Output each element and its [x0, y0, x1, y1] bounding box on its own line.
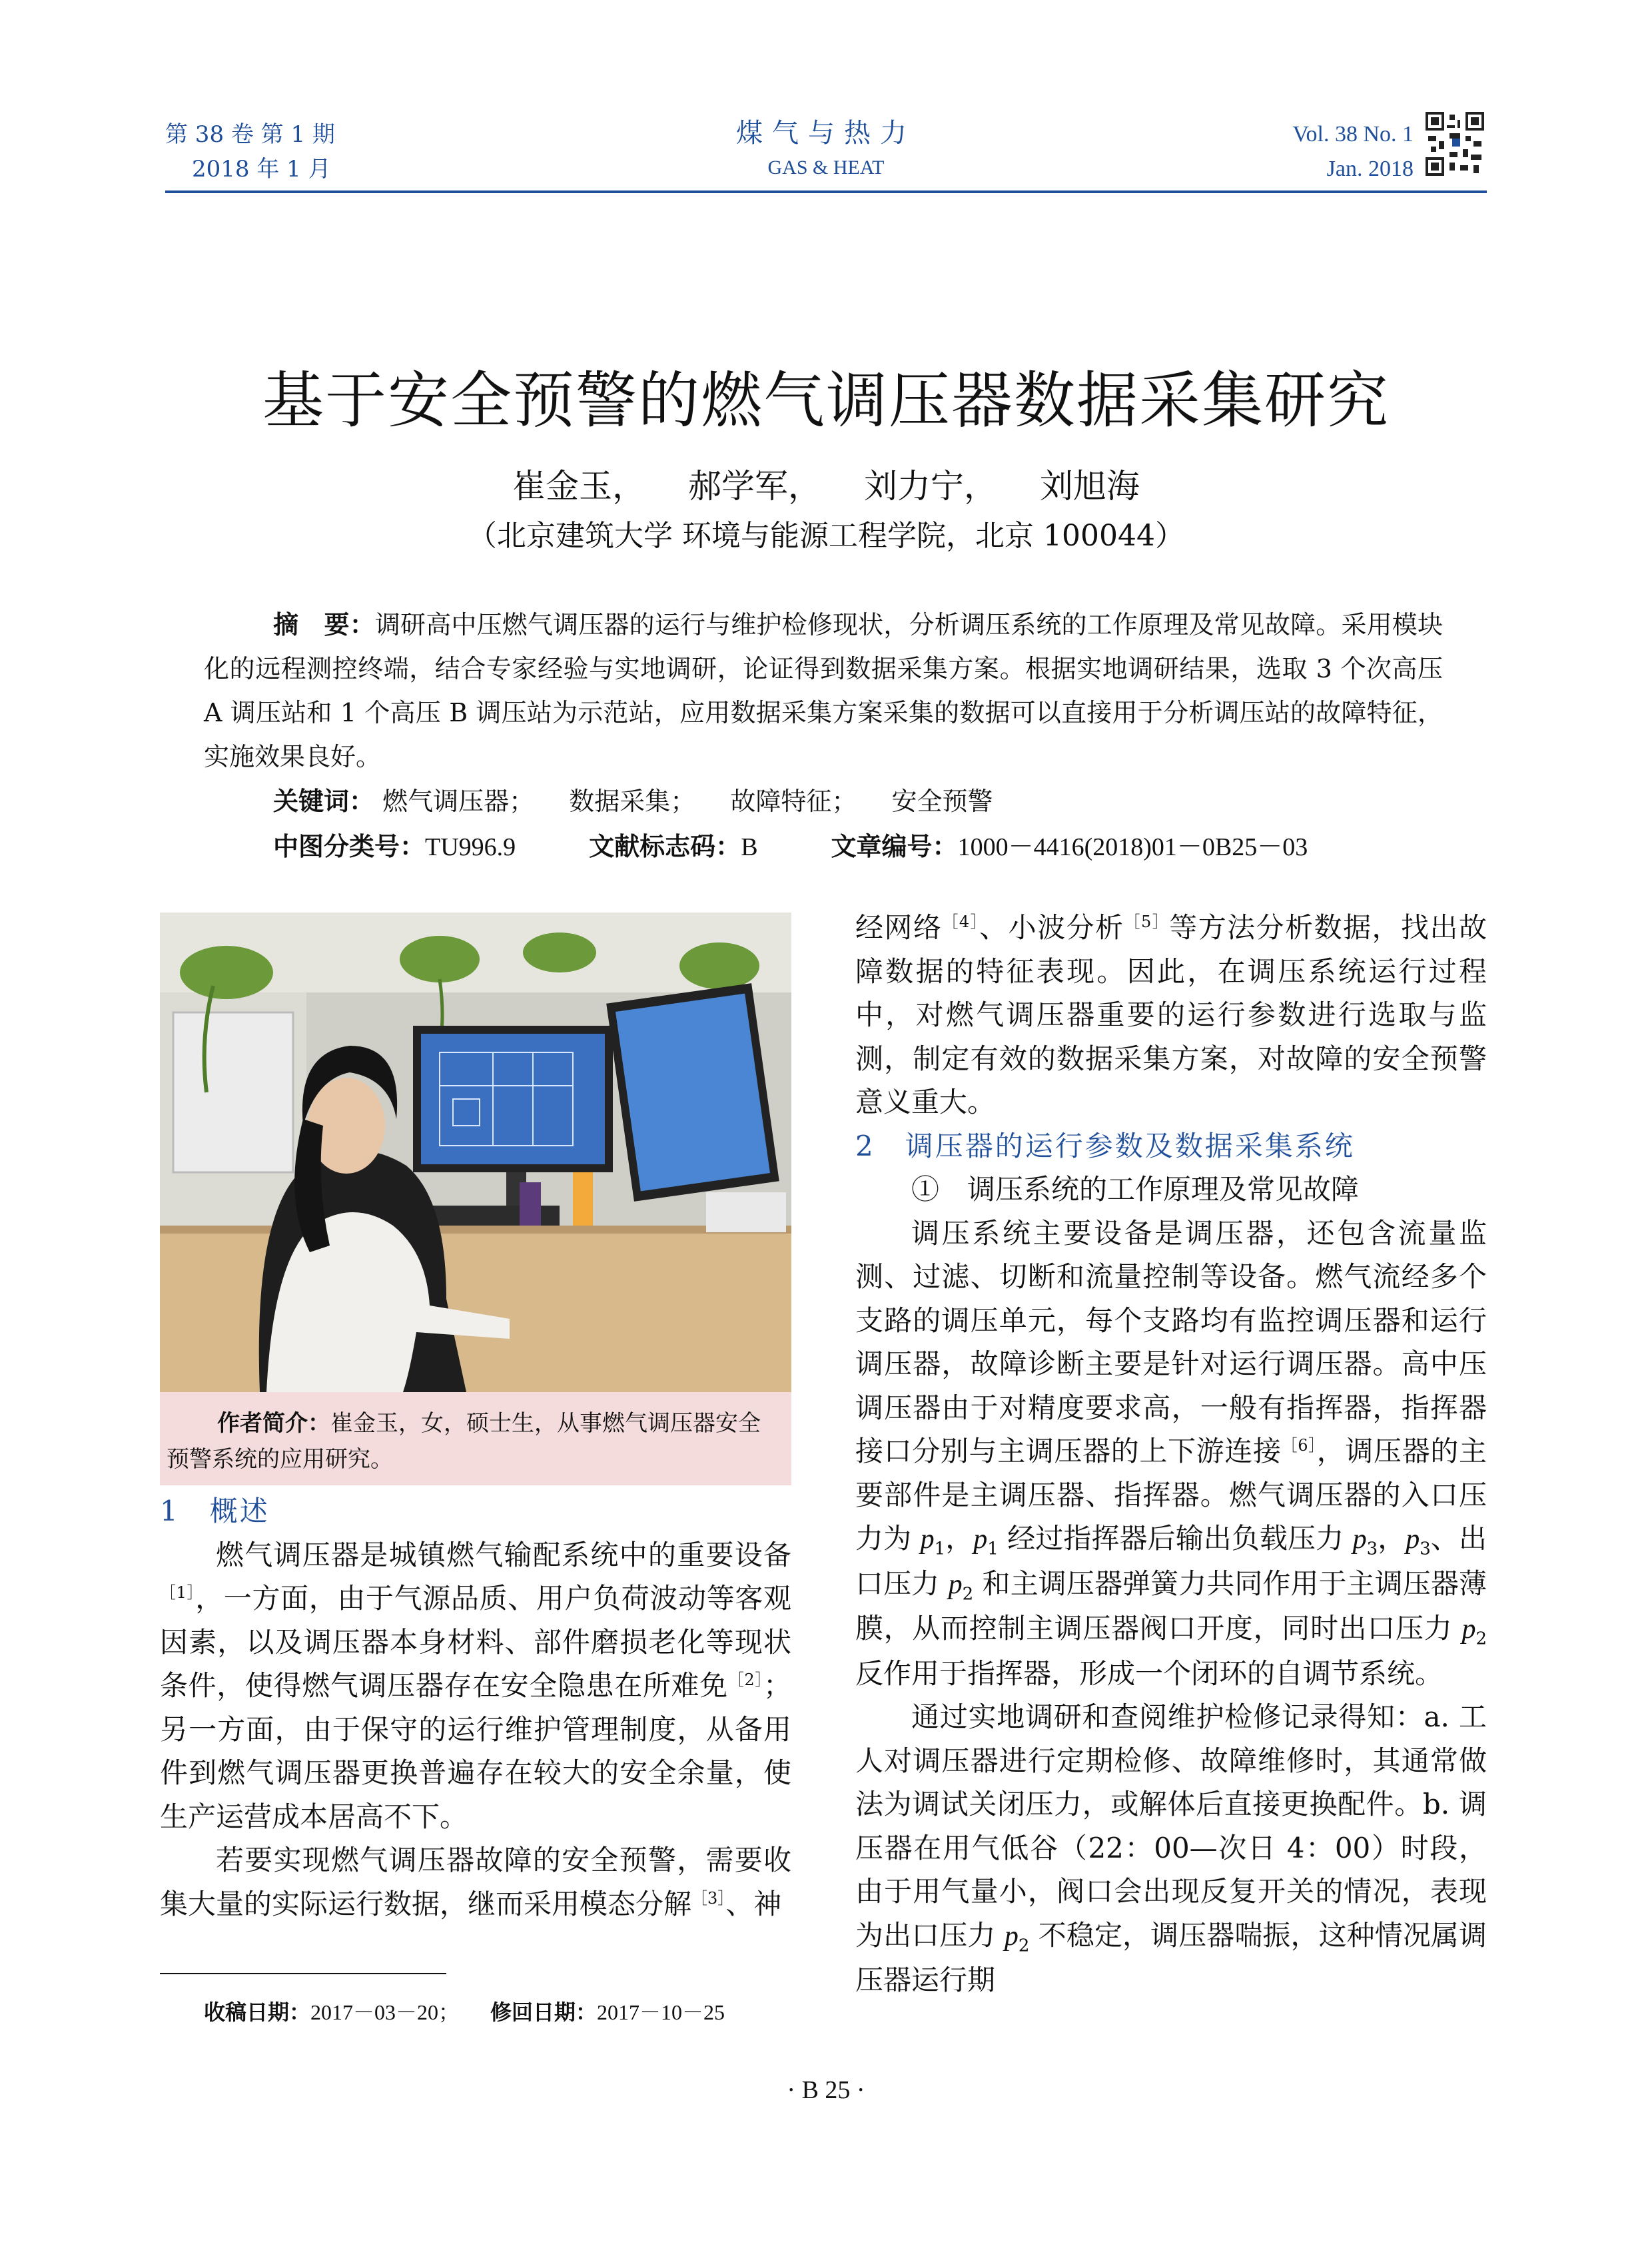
footnote-dates	[204, 1996, 725, 2026]
paragraph: 通过实地调研和查阅维护检修记录得知：a. 工人对调压器进行定期检修、故障维修时，其通常做法为调试关闭压力，或解体后直接更换配件。b. 调压器在用气低谷（22：00—次日 4：00）时段，由于用气量小，阀口会出现反复开关的情况，表现为出口压力 $p_2$ 不稳定，调压器喘振，这种情况属调压器运行期	[855, 1700, 1487, 1996]
received-date: 2017－03－20；	[310, 2000, 460, 2024]
page-number: · B 25 ·	[787, 2076, 865, 2104]
citation: ［2］	[727, 1671, 763, 1689]
section-heading-2: 2 调压器的运行参数及数据采集系统	[855, 1129, 1355, 1162]
bio-label: 作者简介：	[217, 1410, 330, 1437]
section-heading-1: 1 概述	[160, 1495, 270, 1527]
keyword: 燃气调压器；	[382, 787, 535, 816]
paragraph: 若要实现燃气调压器故障的安全预警，需要收集大量的实际运行数据，继而采用模态分解$^{[3]}$、神	[160, 1844, 791, 1920]
bio-text-line2: 预警系统的应用研究。	[167, 1447, 393, 1472]
volume-issue-en: Vol. 38 No. 1	[1292, 122, 1414, 147]
keywords-line	[273, 781, 1019, 817]
classification-line	[273, 826, 1308, 863]
keyword: 安全预警	[891, 787, 993, 816]
author-list	[0, 460, 1652, 508]
author-photo	[160, 913, 791, 1392]
footnote-rule	[160, 1973, 446, 1974]
citation: ［3］	[691, 1888, 726, 1908]
doc-code-label: 文献标志码：	[589, 832, 741, 861]
author-name: 刘旭海	[1039, 467, 1140, 506]
article-no-label: 文章编号：	[831, 832, 958, 861]
clc-label: 中图分类号：	[273, 832, 426, 861]
keyword: 故障特征；	[730, 787, 857, 816]
clc-value: TU996.9	[425, 833, 516, 861]
qr-code-icon	[1426, 112, 1484, 176]
journal-name-cn: 煤气与热力	[736, 118, 916, 149]
author-name: 郝学军，	[688, 467, 822, 506]
revised-label: 修回日期：	[490, 2000, 598, 2025]
doc-code-value: B	[741, 833, 758, 861]
keyword: 数据采集；	[569, 787, 696, 816]
citation: ［6］	[1281, 1436, 1317, 1455]
bio-text-line1: 崔金玉，女，硕士生，从事燃气调压器安全	[330, 1411, 761, 1436]
subsection-heading: ① 调压系统的工作原理及常见故障	[911, 1173, 1360, 1206]
article-title: 基于安全预警的燃气调压器数据采集研究	[262, 365, 1390, 436]
author-name: 崔金玉，	[512, 467, 646, 506]
citation: ［1］	[160, 1583, 196, 1602]
issue-date-en: Jan. 2018	[1326, 157, 1414, 181]
author-name: 刘力宁，	[863, 467, 997, 506]
received-label: 收稿日期：	[204, 2000, 311, 2025]
paragraph: 调压系统主要设备是调压器，还包含流量监测、过滤、切断和流量控制等设备。燃气流经多个支路的调压单元，每个支路均有监控调压器和运行调压器，故障诊断主要是针对运行调压器。高中压调压器由于对精度要求高，一般有指挥器，指挥器接口分别与主调压器的上下游连接$^{[6]}$，调压器的主要部件是主调压器、指挥器。燃气调压器的入口压力为 $p_1$，$p_1$ 经过指挥器后输出负载压力 $p_3$，$p_3$、出口压力 $p_2$ 和主调压器弹簧力共同作用于主调压器薄膜，从而控制主调压器阀口开度，同时出口压力 $p_2$ 反作用于指挥器，形成一个闭环的自调节系统。	[855, 1216, 1487, 1690]
abstract-text: 调研高中压燃气调压器的运行与维护检修现状，分析调压系统的工作原理及常见故障。采用模块化的远程测控终端，结合专家经验与实地调研，论证得到数据采集方案。根据实地调研结果，选取 3 个次高压 A 调压站和 1 个高压 B 调压站为示范站，应用数据采集方案采集的数据可以直接用于分析调压站的故障特征，实施效果良好。	[204, 610, 1443, 771]
journal-issue-info	[165, 117, 335, 187]
paragraph: 燃气调压器是城镇燃气输配系统中的重要设备$^{[1]}$，一方面，由于气源品质、用户负荷波动等客观因素，以及调压器本身材料、部件磨损老化等现状条件，使得燃气调压器存在安全隐患在所难免$^{[2]}$；另一方面，由于保守的运行维护管理制度，从备用件到燃气调压器更换普遍存在较大的安全余量，使生产运营成本居高不下。	[160, 1538, 791, 1833]
affiliation: （北京建筑大学 环境与能源工程学院，北京 100044）	[468, 519, 1184, 553]
citation: ［4］	[942, 913, 980, 931]
left-column	[160, 1489, 791, 1926]
abstract-label: 摘 要：	[273, 610, 375, 639]
issue-date: 2018 年 1 月	[192, 156, 331, 183]
paragraph: 经网络$^{[4]}$、小波分析$^{[5]}$等方法分析数据，找出故障数据的特征表现。因此，在调压系统运行过程中，对燃气调压器重要的运行参数进行选取与监测，制定有效的数据采集方案，对故障的安全预警意义重大。	[855, 911, 1487, 1118]
author-bio	[160, 1392, 791, 1485]
journal-name	[693, 115, 959, 184]
citation: ［5］	[1124, 913, 1170, 931]
revised-date: 2017－10－25	[597, 2000, 725, 2024]
abstract	[204, 603, 1443, 779]
journal-issue-info-en	[1266, 117, 1414, 187]
volume-issue: 第 38 卷 第 1 期	[165, 121, 335, 148]
article-no-value: 1000－4416(2018)01－0B25－03	[957, 833, 1308, 861]
right-column	[855, 906, 1487, 2002]
keywords-label: 关键词：	[273, 787, 375, 816]
header-rule	[165, 190, 1487, 193]
journal-name-en: GAS & HEAT	[767, 157, 885, 179]
